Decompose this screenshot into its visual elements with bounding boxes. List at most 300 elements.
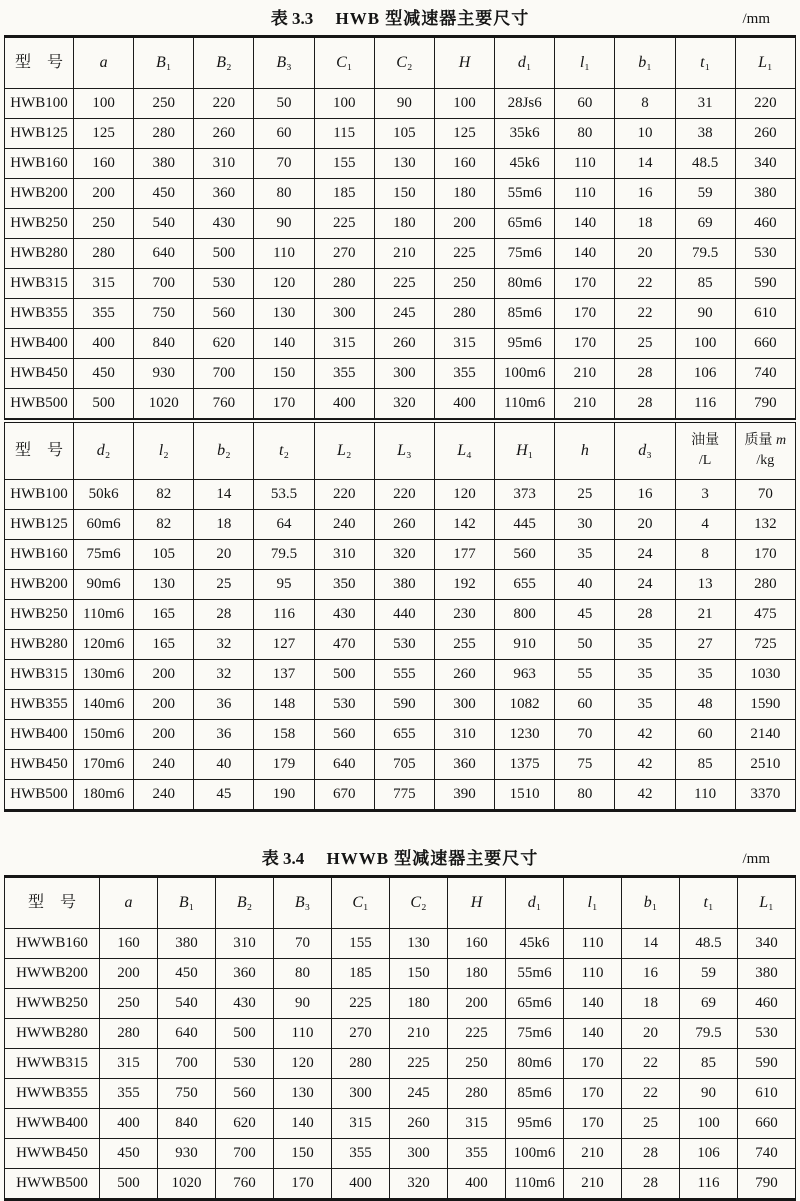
value-cell: 245 xyxy=(374,299,434,329)
value-cell: 14 xyxy=(615,149,675,179)
value-cell: 125 xyxy=(434,119,494,149)
column-header: L₂ xyxy=(314,421,374,480)
value-cell: 200 xyxy=(100,959,158,989)
value-cell: 310 xyxy=(314,540,374,570)
value-cell: 340 xyxy=(738,929,796,959)
model-cell: HWWB500 xyxy=(5,1169,100,1200)
value-cell: 475 xyxy=(735,600,795,630)
value-cell: 190 xyxy=(254,780,314,811)
value-cell: 200 xyxy=(434,209,494,239)
value-cell: 400 xyxy=(314,389,374,419)
value-cell: 740 xyxy=(735,359,795,389)
value-cell: 310 xyxy=(194,149,254,179)
column-header: B₃ xyxy=(254,37,314,89)
value-cell: 210 xyxy=(555,359,615,389)
value-cell: 260 xyxy=(374,329,434,359)
value-cell: 80 xyxy=(555,119,615,149)
value-cell: 200 xyxy=(134,720,194,750)
value-cell: 200 xyxy=(448,989,506,1019)
value-cell: 110 xyxy=(555,149,615,179)
value-cell: 150 xyxy=(374,179,434,209)
column-header: t₂ xyxy=(254,421,314,480)
header-row xyxy=(5,37,796,89)
value-cell: 50 xyxy=(254,89,314,119)
value-cell: 700 xyxy=(134,269,194,299)
value-cell: 60 xyxy=(254,119,314,149)
value-cell: 60 xyxy=(555,89,615,119)
value-cell: 95m6 xyxy=(495,329,555,359)
value-cell: 640 xyxy=(134,239,194,269)
value-cell: 116 xyxy=(680,1169,738,1200)
value-cell: 50 xyxy=(555,630,615,660)
value-cell: 1082 xyxy=(495,690,555,720)
value-cell: 55 xyxy=(555,660,615,690)
value-cell: 360 xyxy=(434,750,494,780)
value-cell: 40 xyxy=(194,750,254,780)
value-cell: 120m6 xyxy=(74,630,134,660)
value-cell: 280 xyxy=(735,570,795,600)
value-cell: 725 xyxy=(735,630,795,660)
column-header: B₃ xyxy=(274,877,332,929)
value-cell: 640 xyxy=(158,1019,216,1049)
value-cell: 220 xyxy=(374,480,434,510)
table-row xyxy=(5,989,796,1019)
value-cell: 22 xyxy=(615,269,675,299)
value-cell: 28 xyxy=(622,1169,680,1200)
value-cell: 430 xyxy=(194,209,254,239)
value-cell: 210 xyxy=(555,389,615,419)
value-cell: 430 xyxy=(314,600,374,630)
value-cell: 110 xyxy=(274,1019,332,1049)
model-cell: HWB450 xyxy=(5,750,74,780)
value-cell: 300 xyxy=(390,1139,448,1169)
table-row xyxy=(5,299,796,329)
value-cell: 225 xyxy=(374,269,434,299)
column-header: h xyxy=(555,421,615,480)
value-cell: 360 xyxy=(194,179,254,209)
value-cell: 225 xyxy=(390,1049,448,1079)
model-cell: HWB160 xyxy=(5,149,74,179)
value-cell: 670 xyxy=(314,780,374,811)
column-header: a xyxy=(100,877,158,929)
table-row xyxy=(5,630,796,660)
value-cell: 655 xyxy=(495,570,555,600)
value-cell: 125 xyxy=(74,119,134,149)
value-cell: 200 xyxy=(74,179,134,209)
value-cell: 450 xyxy=(100,1139,158,1169)
value-cell: 910 xyxy=(495,630,555,660)
value-cell: 180 xyxy=(434,179,494,209)
column-header: B₁ xyxy=(134,37,194,89)
table-row xyxy=(5,690,796,720)
table-3-4-container xyxy=(4,875,796,1201)
value-cell: 1020 xyxy=(158,1169,216,1200)
value-cell: 170 xyxy=(564,1049,622,1079)
value-cell: 400 xyxy=(100,1109,158,1139)
value-cell: 55m6 xyxy=(506,959,564,989)
column-header: t₁ xyxy=(675,37,735,89)
value-cell: 110 xyxy=(254,239,314,269)
value-cell: 590 xyxy=(738,1049,796,1079)
value-cell: 760 xyxy=(216,1169,274,1200)
column-header: 型 号 xyxy=(5,421,74,480)
model-cell: HWB400 xyxy=(5,720,74,750)
value-cell: 180 xyxy=(390,989,448,1019)
column-header: d₁ xyxy=(495,37,555,89)
value-cell: 35k6 xyxy=(495,119,555,149)
value-cell: 50k6 xyxy=(74,480,134,510)
value-cell: 18 xyxy=(622,989,680,1019)
value-cell: 470 xyxy=(314,630,374,660)
value-cell: 42 xyxy=(615,780,675,811)
value-cell: 115 xyxy=(314,119,374,149)
value-cell: 840 xyxy=(158,1109,216,1139)
table-row xyxy=(5,119,796,149)
value-cell: 100 xyxy=(675,329,735,359)
value-cell: 220 xyxy=(194,89,254,119)
value-cell: 790 xyxy=(735,389,795,419)
value-cell: 380 xyxy=(735,179,795,209)
value-cell: 560 xyxy=(495,540,555,570)
value-cell: 610 xyxy=(735,299,795,329)
value-cell: 560 xyxy=(194,299,254,329)
value-cell: 240 xyxy=(314,510,374,540)
value-cell: 180 xyxy=(448,959,506,989)
value-cell: 400 xyxy=(332,1169,390,1200)
value-cell: 250 xyxy=(134,89,194,119)
value-cell: 2510 xyxy=(735,750,795,780)
value-cell: 530 xyxy=(314,690,374,720)
value-cell: 180 xyxy=(374,209,434,239)
value-cell: 240 xyxy=(134,750,194,780)
table-row xyxy=(5,89,796,119)
table-row xyxy=(5,1109,796,1139)
value-cell: 140m6 xyxy=(74,690,134,720)
value-cell: 280 xyxy=(434,299,494,329)
value-cell: 1020 xyxy=(134,389,194,419)
value-cell: 1375 xyxy=(495,750,555,780)
model-cell: HWB355 xyxy=(5,299,74,329)
value-cell: 100m6 xyxy=(506,1139,564,1169)
table-row xyxy=(5,1049,796,1079)
value-cell: 42 xyxy=(615,720,675,750)
value-cell: 110m6 xyxy=(506,1169,564,1200)
value-cell: 75m6 xyxy=(74,540,134,570)
column-header: b₁ xyxy=(615,37,675,89)
value-cell: 300 xyxy=(332,1079,390,1109)
value-cell: 210 xyxy=(564,1139,622,1169)
value-cell: 280 xyxy=(134,119,194,149)
model-cell: HWB400 xyxy=(5,329,74,359)
value-cell: 16 xyxy=(615,179,675,209)
value-cell: 155 xyxy=(332,929,390,959)
value-cell: 185 xyxy=(332,959,390,989)
value-cell: 200 xyxy=(134,660,194,690)
value-cell: 79.5 xyxy=(254,540,314,570)
value-cell: 210 xyxy=(564,1169,622,1200)
value-cell: 158 xyxy=(254,720,314,750)
value-cell: 160 xyxy=(448,929,506,959)
value-cell: 660 xyxy=(738,1109,796,1139)
value-cell: 1030 xyxy=(735,660,795,690)
value-cell: 360 xyxy=(216,959,274,989)
table-3-4-unit-label: /mm xyxy=(742,851,770,867)
column-header: b₂ xyxy=(194,421,254,480)
value-cell: 4 xyxy=(675,510,735,540)
value-cell: 18 xyxy=(615,209,675,239)
column-header: C₂ xyxy=(374,37,434,89)
value-cell: 460 xyxy=(735,209,795,239)
value-cell: 315 xyxy=(314,329,374,359)
value-cell: 105 xyxy=(374,119,434,149)
value-cell: 380 xyxy=(738,959,796,989)
value-cell: 355 xyxy=(314,359,374,389)
value-cell: 130 xyxy=(254,299,314,329)
value-cell: 355 xyxy=(74,299,134,329)
value-cell: 35 xyxy=(675,660,735,690)
column-header: L₄ xyxy=(434,421,494,480)
value-cell: 160 xyxy=(100,929,158,959)
value-cell: 75m6 xyxy=(506,1019,564,1049)
dimension-table-3-3-part-2 xyxy=(4,419,796,812)
column-header: 油量 /L xyxy=(675,421,735,480)
value-cell: 90 xyxy=(680,1079,738,1109)
value-cell: 1230 xyxy=(495,720,555,750)
value-cell: 45k6 xyxy=(495,149,555,179)
value-cell: 250 xyxy=(74,209,134,239)
value-cell: 260 xyxy=(194,119,254,149)
model-cell: HWWB280 xyxy=(5,1019,100,1049)
model-cell: HWB100 xyxy=(5,480,74,510)
value-cell: 85m6 xyxy=(506,1079,564,1109)
value-cell: 60m6 xyxy=(74,510,134,540)
value-cell: 220 xyxy=(314,480,374,510)
value-cell: 160 xyxy=(434,149,494,179)
value-cell: 380 xyxy=(158,929,216,959)
value-cell: 80m6 xyxy=(495,269,555,299)
column-header: b₁ xyxy=(622,877,680,929)
value-cell: 775 xyxy=(374,780,434,811)
value-cell: 59 xyxy=(675,179,735,209)
value-cell: 60 xyxy=(675,720,735,750)
value-cell: 3370 xyxy=(735,780,795,811)
column-header: d₂ xyxy=(74,421,134,480)
value-cell: 170 xyxy=(555,299,615,329)
column-header: d₃ xyxy=(615,421,675,480)
value-cell: 700 xyxy=(158,1049,216,1079)
value-cell: 64 xyxy=(254,510,314,540)
value-cell: 22 xyxy=(622,1079,680,1109)
value-cell: 14 xyxy=(194,480,254,510)
value-cell: 110 xyxy=(564,959,622,989)
value-cell: 45k6 xyxy=(506,929,564,959)
value-cell: 25 xyxy=(622,1109,680,1139)
value-cell: 500 xyxy=(194,239,254,269)
table-row xyxy=(5,209,796,239)
value-cell: 220 xyxy=(735,89,795,119)
value-cell: 13 xyxy=(675,570,735,600)
value-cell: 2140 xyxy=(735,720,795,750)
table-row xyxy=(5,149,796,179)
value-cell: 95m6 xyxy=(506,1109,564,1139)
value-cell: 35 xyxy=(615,630,675,660)
value-cell: 130 xyxy=(374,149,434,179)
value-cell: 700 xyxy=(194,359,254,389)
column-header: L₁ xyxy=(738,877,796,929)
value-cell: 95 xyxy=(254,570,314,600)
value-cell: 31 xyxy=(675,89,735,119)
value-cell: 110m6 xyxy=(495,389,555,419)
header-row xyxy=(5,877,796,929)
column-header: a xyxy=(74,37,134,89)
model-cell: HWB450 xyxy=(5,359,74,389)
value-cell: 655 xyxy=(374,720,434,750)
column-header: C₂ xyxy=(390,877,448,929)
table-row xyxy=(5,179,796,209)
value-cell: 40 xyxy=(555,570,615,600)
model-cell: HWB355 xyxy=(5,690,74,720)
value-cell: 20 xyxy=(615,510,675,540)
value-cell: 150m6 xyxy=(74,720,134,750)
value-cell: 280 xyxy=(314,269,374,299)
value-cell: 30 xyxy=(555,510,615,540)
value-cell: 450 xyxy=(158,959,216,989)
value-cell: 140 xyxy=(564,989,622,1019)
value-cell: 355 xyxy=(434,359,494,389)
value-cell: 60 xyxy=(555,690,615,720)
value-cell: 740 xyxy=(738,1139,796,1169)
value-cell: 640 xyxy=(314,750,374,780)
value-cell: 170 xyxy=(555,329,615,359)
value-cell: 225 xyxy=(448,1019,506,1049)
value-cell: 315 xyxy=(434,329,494,359)
table-row xyxy=(5,660,796,690)
dimension-table-3-4-part-1 xyxy=(4,875,796,1201)
value-cell: 450 xyxy=(74,359,134,389)
table-row xyxy=(5,1139,796,1169)
column-header: 质量 m /kg xyxy=(735,421,795,480)
value-cell: 120 xyxy=(254,269,314,299)
column-header: B₂ xyxy=(216,877,274,929)
value-cell: 79.5 xyxy=(675,239,735,269)
value-cell: 22 xyxy=(615,299,675,329)
value-cell: 165 xyxy=(134,630,194,660)
table-3-3-number: 表 3.3 xyxy=(270,9,314,28)
value-cell: 85 xyxy=(675,750,735,780)
value-cell: 180m6 xyxy=(74,780,134,811)
value-cell: 930 xyxy=(134,359,194,389)
value-cell: 70 xyxy=(254,149,314,179)
value-cell: 310 xyxy=(216,929,274,959)
value-cell: 65m6 xyxy=(495,209,555,239)
value-cell: 8 xyxy=(675,540,735,570)
table-row xyxy=(5,480,796,510)
value-cell: 85 xyxy=(680,1049,738,1079)
model-cell: HWWB450 xyxy=(5,1139,100,1169)
value-cell: 14 xyxy=(622,929,680,959)
table-row xyxy=(5,929,796,959)
value-cell: 75m6 xyxy=(495,239,555,269)
value-cell: 530 xyxy=(374,630,434,660)
value-cell: 530 xyxy=(216,1049,274,1079)
value-cell: 24 xyxy=(615,540,675,570)
value-cell: 590 xyxy=(374,690,434,720)
value-cell: 28Js6 xyxy=(495,89,555,119)
model-cell: HWB280 xyxy=(5,239,74,269)
value-cell: 260 xyxy=(735,119,795,149)
value-cell: 179 xyxy=(254,750,314,780)
value-cell: 250 xyxy=(448,1049,506,1079)
column-header: C₁ xyxy=(332,877,390,929)
value-cell: 300 xyxy=(434,690,494,720)
value-cell: 315 xyxy=(332,1109,390,1139)
value-cell: 16 xyxy=(622,959,680,989)
value-cell: 310 xyxy=(434,720,494,750)
value-cell: 18 xyxy=(194,510,254,540)
column-header: l₁ xyxy=(564,877,622,929)
table-3-4-title: HWWB 型减速器主要尺寸 xyxy=(326,849,539,868)
column-header: H xyxy=(448,877,506,929)
value-cell: 225 xyxy=(434,239,494,269)
value-cell: 700 xyxy=(216,1139,274,1169)
value-cell: 192 xyxy=(434,570,494,600)
table-row xyxy=(5,1079,796,1109)
table-row xyxy=(5,269,796,299)
value-cell: 210 xyxy=(374,239,434,269)
value-cell: 25 xyxy=(615,329,675,359)
column-header: L₃ xyxy=(374,421,434,480)
value-cell: 130m6 xyxy=(74,660,134,690)
value-cell: 400 xyxy=(448,1169,506,1200)
dimension-table-3-3-part-1 xyxy=(4,35,796,419)
value-cell: 300 xyxy=(374,359,434,389)
value-cell: 170 xyxy=(564,1109,622,1139)
value-cell: 35 xyxy=(615,660,675,690)
model-cell: HWWB400 xyxy=(5,1109,100,1139)
value-cell: 500 xyxy=(216,1019,274,1049)
model-cell: HWB250 xyxy=(5,209,74,239)
value-cell: 28 xyxy=(615,389,675,419)
value-cell: 540 xyxy=(158,989,216,1019)
value-cell: 116 xyxy=(254,600,314,630)
value-cell: 28 xyxy=(615,600,675,630)
value-cell: 35 xyxy=(615,690,675,720)
value-cell: 555 xyxy=(374,660,434,690)
value-cell: 70 xyxy=(274,929,332,959)
column-header: d₁ xyxy=(506,877,564,929)
value-cell: 165 xyxy=(134,600,194,630)
value-cell: 170m6 xyxy=(74,750,134,780)
table-row xyxy=(5,359,796,389)
model-cell: HWB315 xyxy=(5,269,74,299)
value-cell: 177 xyxy=(434,540,494,570)
column-header: 型 号 xyxy=(5,37,74,89)
value-cell: 100 xyxy=(680,1109,738,1139)
value-cell: 120 xyxy=(274,1049,332,1079)
value-cell: 69 xyxy=(680,989,738,1019)
value-cell: 140 xyxy=(564,1019,622,1049)
value-cell: 440 xyxy=(374,600,434,630)
value-cell: 620 xyxy=(194,329,254,359)
value-cell: 255 xyxy=(434,630,494,660)
table-3-4-caption xyxy=(4,812,796,875)
value-cell: 55m6 xyxy=(495,179,555,209)
model-cell: HWB500 xyxy=(5,389,74,419)
value-cell: 500 xyxy=(100,1169,158,1200)
value-cell: 28 xyxy=(194,600,254,630)
value-cell: 350 xyxy=(314,570,374,600)
value-cell: 142 xyxy=(434,510,494,540)
